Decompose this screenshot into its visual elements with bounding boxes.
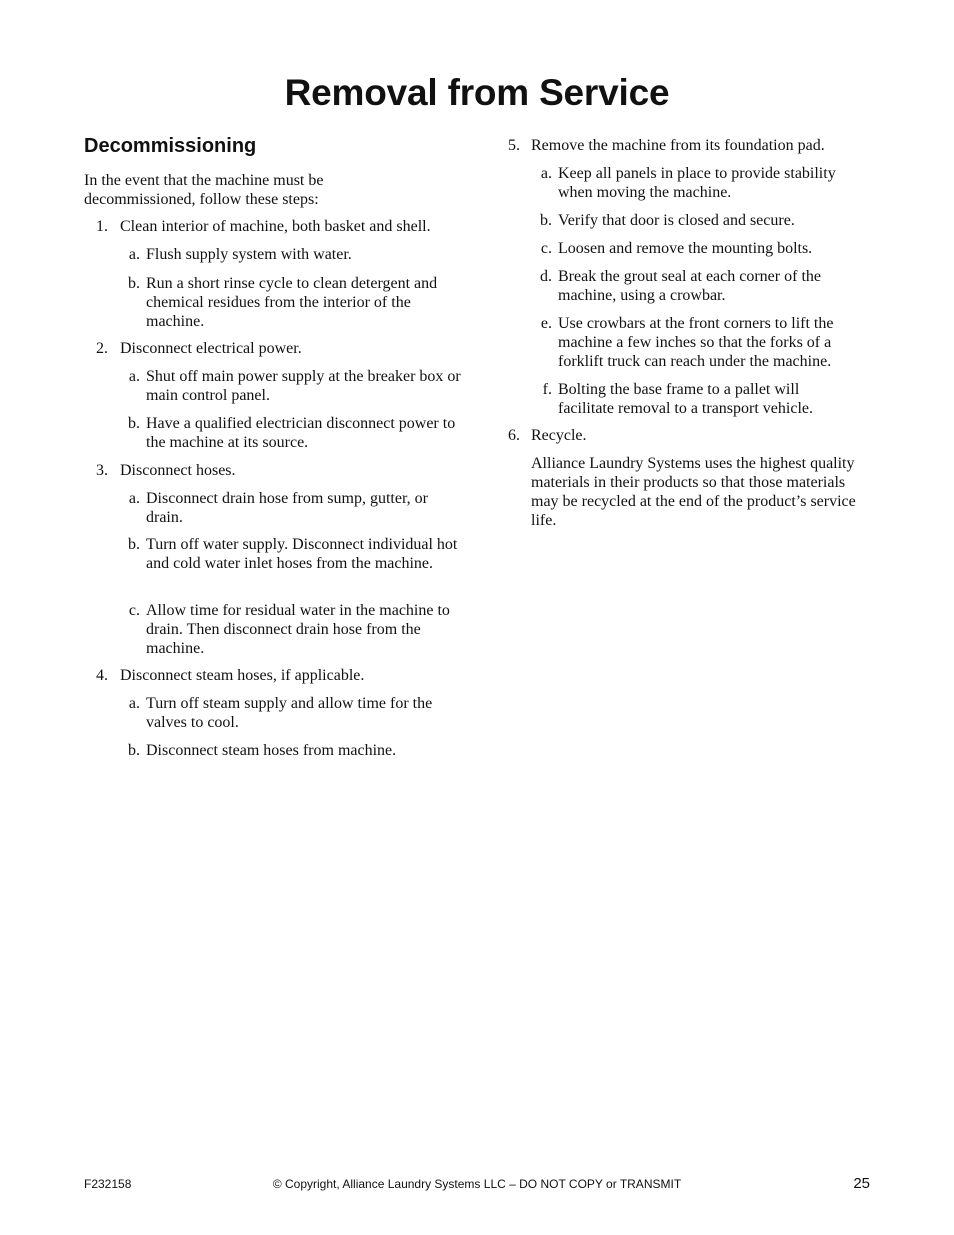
sub-letter: a. <box>540 165 552 182</box>
sub-text: Loosen and remove the mounting bolts. <box>558 240 813 257</box>
step-number: 5. <box>508 137 520 154</box>
step-number: 6. <box>508 427 520 444</box>
intro-paragraph: In the event that the machine must be decommissioned, follow these steps: <box>84 172 324 208</box>
sub-text: Allow time for residual water in the machine to drain. Then disconnect drain hose from the machine. <box>146 602 450 657</box>
sub-text: Use crowbars at the front corners to lift the machine a few inches so that the forks of a forklift truck can reach under the machine. <box>558 315 834 370</box>
footer-copyright: © Copyright, Alliance Laundry Systems LLC – DO NOT COPY or TRANSMIT <box>272 1177 682 1191</box>
page-number: 25 <box>853 1175 870 1192</box>
sub-letter: b. <box>128 275 140 292</box>
sub-text: Turn off steam supply and allow time for the valves to cool. <box>146 695 433 731</box>
step-number: 3. <box>96 462 108 479</box>
sub-letter: b. <box>128 536 140 553</box>
sub-letter: b. <box>540 212 552 229</box>
step-text: Disconnect steam hoses, if applicable. <box>120 667 365 684</box>
sub-letter: a. <box>128 368 140 385</box>
sub-letter: a. <box>128 490 140 507</box>
sub-text: Disconnect drain hose from sump, gutter, or drain. <box>146 490 428 526</box>
section-heading: Decommissioning <box>84 135 257 157</box>
sub-letter: b. <box>128 742 140 759</box>
sub-letter: b. <box>128 415 140 432</box>
step-number: 1. <box>96 218 108 235</box>
sub-text: Have a qualified electrician disconnect power to the machine at its source. <box>146 415 456 451</box>
step-text: Remove the machine from its foundation pad. <box>531 137 825 154</box>
sub-text: Flush supply system with water. <box>146 246 352 263</box>
step-text: Disconnect hoses. <box>120 462 236 479</box>
sub-text: Break the grout seal at each corner of the machine, using a crowbar. <box>558 268 821 304</box>
sub-letter: a. <box>128 246 140 263</box>
step-text: Disconnect electrical power. <box>120 340 302 357</box>
step-text: Clean interior of machine, both basket and shell. <box>120 218 431 235</box>
step-number: 4. <box>96 667 108 684</box>
recycle-paragraph: Alliance Laundry Systems uses the highest quality materials in their products so that those materials may be recycled at the end of the product’s service life. <box>531 455 856 529</box>
sub-text: Turn off water supply. Disconnect individual hot and cold water inlet hoses from the machine. <box>146 536 458 572</box>
sub-text: Run a short rinse cycle to clean detergent and chemical residues from the interior of the machine. <box>146 275 438 330</box>
sub-letter: d. <box>540 268 552 285</box>
page-title: Removal from Service <box>284 72 670 113</box>
sub-letter: c. <box>128 602 140 619</box>
footer-doc-number: F232158 <box>84 1177 132 1191</box>
sub-letter: c. <box>540 240 552 257</box>
sub-text: Shut off main power supply at the breaker box or main control panel. <box>146 368 461 404</box>
sub-letter: f. <box>542 381 552 398</box>
step-text: Recycle. <box>531 427 587 444</box>
sub-text: Verify that door is closed and secure. <box>558 212 795 229</box>
sub-text: Bolting the base frame to a pallet will facilitate removal to a transport vehicle. <box>558 381 813 417</box>
sub-text: Disconnect steam hoses from machine. <box>146 742 397 759</box>
sub-letter: e. <box>540 315 552 332</box>
step-number: 2. <box>96 340 108 357</box>
sub-text: Keep all panels in place to provide stability when moving the machine. <box>558 165 836 201</box>
sub-letter: a. <box>128 695 140 712</box>
